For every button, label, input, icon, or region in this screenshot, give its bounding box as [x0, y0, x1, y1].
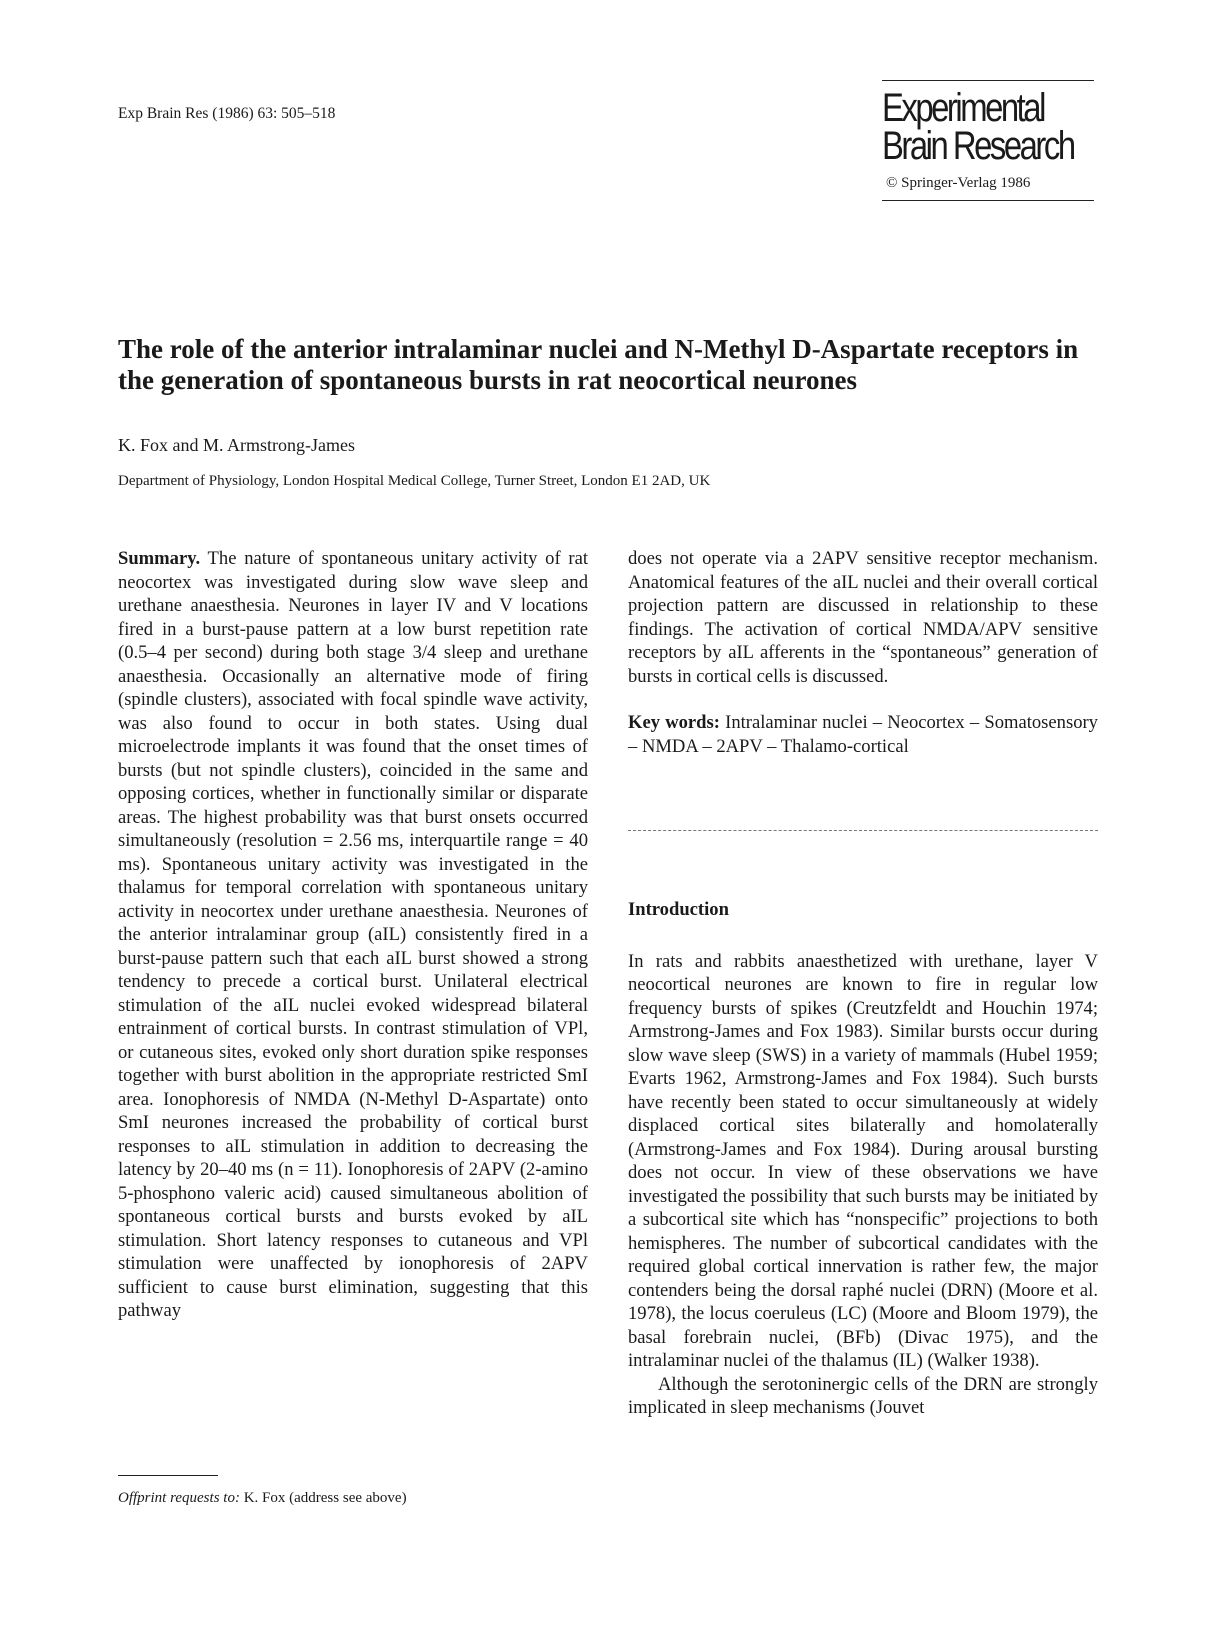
masthead-top-rule	[882, 80, 1094, 81]
summary-text-right: does not operate via a 2APV sensitive receptor mechanism. Anatomical features of the aIL nuclei and their overall cortical projection pattern are discussed in relationship to these findings. The activation of cortical NMDA/APV sensitive receptors by aIL afferents in the “spontaneous” generation of bursts in cortical cells is discussed.	[628, 548, 1098, 687]
section-divider	[628, 830, 1098, 831]
right-column	[628, 547, 1098, 1420]
masthead-bottom-rule	[882, 200, 1094, 201]
journal-name-line2: Brain Research	[882, 124, 1074, 168]
article-title: The role of the anterior intralaminar nuclei and N-Methyl D-Aspartate receptors in the generation of spontaneous bursts in rat neocortical neurones	[118, 334, 1079, 395]
keywords-paragraph	[628, 711, 1098, 758]
keywords-text: Intralaminar nuclei – Neocortex – Somatosensory – NMDA – 2APV – Thalamo-cortical	[628, 712, 1098, 757]
introduction-paragraph-1: In rats and rabbits anaesthetized with urethane, layer V neocortical neurones are known to fire in regular low frequency bursts of spikes (Creutzfeldt and Houchin 1974; Armstrong-James and Fox 1983). Similar bursts occur during slow wave sleep (SWS) in a variety of mammals (Hubel 1959; Evarts 1962, Armstrong-James and Fox 1984). Such bursts have recently been stated to occur simultaneously at widely displaced cortical sites bilaterally and homolaterally (Armstrong-James and Fox 1984). During arousal bursting does not occur. In view of these observations we have investigated the possibility that such bursts may be initiated by a subcortical site which has “nonspecific” projections to both hemispheres. The number of subcortical candidates with the required global cortical innervation is rather few, the major contenders being the dorsal raphé nuclei (DRN) (Moore et al. 1978), the locus coeruleus (LC) (Moore and Bloom 1979), the basal forebrain nuclei, (BFb) (Divac 1975), and the intralaminar nuclei of the thalamus (IL) (Walker 1938).	[628, 950, 1098, 1371]
journal-masthead	[882, 80, 1094, 201]
section-gap	[628, 758, 1098, 898]
journal-name-line1: Experimental	[882, 86, 1044, 130]
left-column	[118, 547, 588, 1323]
keywords-label: Key words:	[628, 712, 720, 733]
introduction-paragraph-2: Although the serotoninergic cells of the DRN are strongly implicated in sleep mechanisms (Jouvet	[628, 1373, 1098, 1418]
footnote-rule	[118, 1475, 218, 1476]
footnote-label: Offprint requests to:	[118, 1490, 240, 1506]
summary-paragraph	[118, 547, 588, 1323]
journal-citation: Exp Brain Res (1986) 63: 505–518	[118, 105, 336, 122]
author-affiliation: Department of Physiology, London Hospital Medical College, Turner Street, London E1 2AD, UK	[118, 473, 711, 489]
footnote	[118, 1490, 407, 1507]
introduction-heading: Introduction	[628, 899, 729, 920]
summary-text-left: The nature of spontaneous unitary activity of rat neocortex was investigated during slow wave sleep and urethane anaesthesia. Neurones in layer IV and V locations fired in a burst-pause pattern at a low burst repetition rate (0.5–4 per second) during both stage 3/4 sleep and urethane anaesthesia. Occasionally an alternative mode of firing (spindle clusters), associated with focal spindle wave activity, was also found to occur in both states. Using dual microelectrode implants it was found that the onset times of bursts (but not spindle clusters), coincided in the same and opposing cortices, whether in functionally similar or disparate areas. The highest probability was that burst onsets occurred simultaneously (resolution = 2.56 ms, interquartile range = 40 ms). Spontaneous unitary activity was investigated in the thalamus for temporal correlation with spontaneous unitary activity in neocortex under urethane anaesthesia. Neurones of the anterior intralaminar group (aIL) consistently fired in a burst-pause pattern such that each aIL burst showed a strong tendency to precede a cortical burst. Unilateral electrical stimulation of the aIL nuclei evoked widespread bilateral entrainment of cortical bursts. In contrast stimulation of VPl, or cutaneous sites, evoked only short duration spike responses together with burst abolition in the appropriate restricted SmI area. Ionophoresis of NMDA (N-Methyl D-Aspartate) onto SmI neurones increased the probability of cortical burst responses to aIL stimulation in addition to decreasing the latency by 20–40 ms (n = 11). Ionophoresis of 2APV (2-amino 5-phosphono valeric acid) caused simultaneous abolition of spontaneous cortical bursts and bursts evoked by aIL stimulation. Short latency responses to cutaneous and VPl stimulation were unaffected by ionophoresis of 2APV sufficient to cause burst elimination, suggesting that this pathway	[118, 548, 588, 1321]
summary-label: Summary.	[118, 548, 201, 569]
copyright-notice: © Springer-Verlag 1986	[886, 175, 1031, 191]
article-authors: K. Fox and M. Armstrong-James	[118, 435, 355, 455]
footnote-text: K. Fox (address see above)	[243, 1490, 407, 1506]
journal-logo	[882, 86, 1074, 168]
